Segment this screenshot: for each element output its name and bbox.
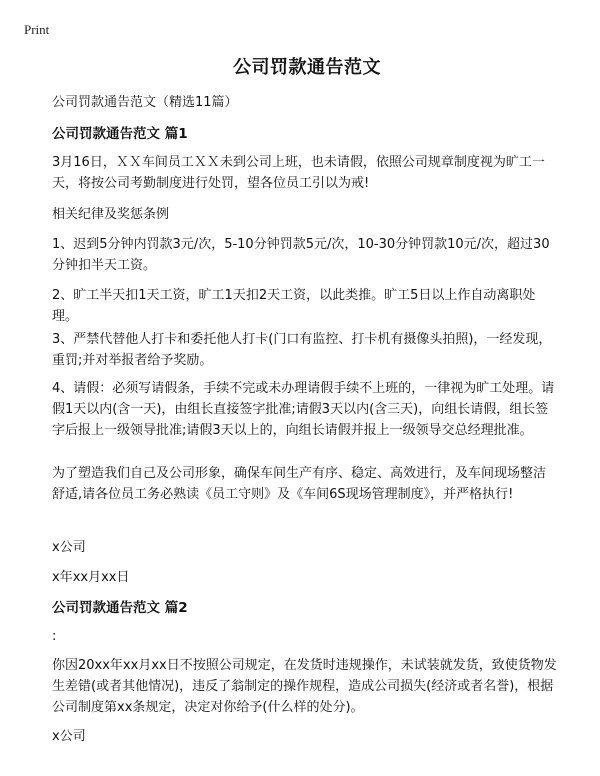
rule-item: 1、迟到5分钟内罚款3元/次，5-10分钟罚款5元/次，10-30分钟罚款10元/次，超过30分钟扣半天工资。	[52, 237, 550, 273]
signature-date: x年xx月xx日	[52, 570, 130, 585]
section2-salutation: :	[52, 629, 57, 644]
section2-body: 你因20xx年xx月xx日不按照公司规定，在发货时违规操作，未试装就发货，致使货物发生差错(或者其他情况)，违反了翁制定的操作规程，造成公司损失(经济或者名誉)，根据公司制度第xx条规定，决定对你给予(什么样的处分)。	[52, 658, 557, 715]
rule-item: 4、请假：必须写请假条，手续不完或未办理请假手续不上班的，一律视为旷工处理。请假1天以内(含一天)，由组长直接签字批准;请假3天以内(含三天)，向组长请假，组长签字后报上一级领导批准;请假3天以上的，向组长请假并报上一级领导交总经理批准。	[52, 381, 555, 438]
document-subtitle: 公司罚款通告范文（精选11篇）	[52, 95, 238, 110]
section1-closing: 为了塑造我们自己及公司形象，确保车间生产有序、稳定、高效进行，及车间现场整洁舒适,请各位员工务必熟读《员工守则》及《车间6S现场管理制度》，并严格执行!	[52, 466, 547, 502]
rules-heading: 相关纪律及奖惩条例	[52, 207, 170, 222]
section1-heading: 公司罚款通告范文 篇1	[52, 126, 188, 142]
print-link[interactable]: Print	[24, 22, 50, 37]
rule-item: 3、严禁代替他人打卡和委托他人打卡(门口有监控、打卡机有摄像头拍照)，一经发现，重罚;并对举报者给予奖励。	[52, 332, 552, 368]
rule-item: 2、旷工半天扣1天工资，旷工1天扣2天工资，以此类推。旷工5日以上作自动离职处理。	[52, 288, 536, 324]
section2-heading: 公司罚款通告范文 篇2	[52, 600, 188, 616]
section2-signature-company: x公司	[52, 729, 86, 744]
section1-intro: 3月16日，ＸＸ车间员工ＸＸ未到公司上班，也未请假，依照公司规章制度视为旷工一天，将按公司考勤制度进行处罚，望各位员工引以为戒!	[52, 155, 545, 191]
page-title: 公司罚款通告范文	[233, 57, 381, 78]
signature-company: x公司	[52, 540, 86, 555]
